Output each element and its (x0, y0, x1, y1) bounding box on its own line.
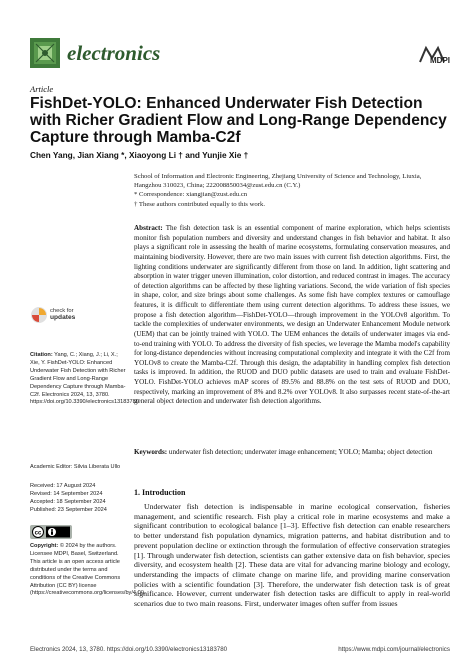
introduction-text: Underwater fish detection is indispensable in marine ecological conservation, fisheries management, and scientific research. Fish play a critical role in marine ecosystems and make a significant contribution to ecological balance [1–3]. Effective fish detection can enable researchers to better understand fish population dynamics, migration patterns, and habitat distribution and to prevent population decline or extinction through the formulation of effective conservation strategies [1]. Through underwater fish detection, scientists can gather extensive data on fish behavior, species diversity, and ecosystem health [2]. These data are vital for advancing marine biology and ecology, understanding the impacts of climate change on marine life, and providing marine conservation policies with a scientific foundation [3]. Therefore, the underwater fish detection task is of great significance. However, current underwater fish detection tasks are difficult to apply in real-world scenarios due to two main reasons. First, underwater images often suffer from issues (134, 502, 450, 609)
check-updates-icon (30, 306, 48, 324)
footer-citation[interactable]: Electronics 2024, 13, 3780. https://doi.org/10.3390/electronics13183780 (30, 646, 228, 653)
keywords (134, 448, 450, 458)
affiliation-line: School of Information and Electronic Engineering, Zhejiang University of Science and Technology, Liuxia, (134, 173, 422, 180)
date-history (30, 482, 130, 514)
footer-journal-url[interactable]: https://www.mdpi.com/journal/electronics (338, 646, 450, 653)
date-accepted: Accepted: 18 September 2024 (30, 499, 106, 505)
copyright-text: © 2024 by the authors. Licensee MDPI, Basel, Switzerland. This article is an open access article distributed under the terms and conditions of the Creative Commons Attribution (CC BY) license (https://creativecommons.org/licenses/by/4.0/). (30, 543, 146, 597)
abstract (134, 224, 450, 407)
cc-by-license-icon[interactable] (30, 525, 72, 539)
updates-line: check for (50, 308, 74, 314)
author-list: Chen Yang, Jian Xiang *, Xiaoyong Li † and Yunjie Xie † (30, 150, 249, 160)
date-received: Received: 17 August 2024 (30, 483, 96, 489)
academic-editor: Academic Editor: Silvia Liberata Ullo (30, 464, 121, 470)
page-footer (30, 646, 450, 653)
keywords-text: underwater fish detection; underwater image enhancement; YOLO; Mamba; object detection (168, 448, 433, 456)
equal-contribution-note: † These authors contributed equally to this work. (134, 200, 266, 208)
date-published: Published: 23 September 2024 (30, 507, 107, 513)
section-heading: 1. Introduction (134, 488, 186, 497)
abstract-label: Abstract: (134, 224, 163, 232)
affiliation-line: Hangzhou 310023, China; 222008850034@zust.edu.cn (C.Y.) (134, 182, 301, 190)
abstract-text: The fish detection task is an essential component of marine exploration, which helps scientists monitor fish population numbers and diversity and understand changes in fish behavior and habitat. It also plays a significant role in assessing the health of marine ecosystems, formulating conservation measures, and maintaining biodiversity. However, there are two main issues with current fish detection algorithms. First, the lighting conditions underwater are significantly different from those on land. In addition, light scattering and absorption in water trigger uneven illumination, color distortion, and reduced contrast in images. The accuracy of detection algorithms can be affected by these lighting variations. Second, the wide variation of fish species in shape, color, and size brings about some challenges. As some fish have complex textures or camouflage features, it is difficult to differentiate them using current detection algorithms. To address these issues, we propose a fish detection algorithm—FishDet-YOLO—through improvement in the YOLOv8 algorithm. To tackle the complexities of underwater environments, we design an Underwater Enhancement Module network (UEM) that can be jointly trained with YOLO. The UEM enhances the details of underwater images via end-to-end training with YOLO. To address the diversity of fish species, we leverage the Mamba model's capability for long-distance dependencies without increasing computational complexity and integrate it with the C2f from YOLOv8 to create the Mamba-C2f. Through this design, the adaptability in handling complex fish detection tasks is improved. In addition, the RUOD and DUO public datasets are used to train and evaluate FishDet-YOLO. FishDet-YOLO achieves mAP scores of 89.5% and 88.8% on the test sets of RUOD and DUO, respectively, marking an improvement of 8% and 8.2% over YOLOv8. It also surpasses recent state-of-the-art general object detection and underwater fish detection algorithms. (134, 224, 450, 406)
citation-block (30, 352, 139, 407)
publisher-name: MDPI (430, 56, 450, 65)
correspondence-line: * Correspondence: xiangjian@zust.edu.cn (134, 191, 248, 199)
citation-label: Citation: (30, 352, 53, 358)
updates-line: updates (50, 313, 76, 321)
journal-header (30, 38, 450, 72)
affiliation-block (134, 172, 450, 209)
journal-name: electronics (67, 41, 161, 65)
copyright-label: Copyright: (30, 543, 59, 549)
svg-text:cc: cc (34, 530, 42, 537)
paper-title: FishDet-YOLO: Enhanced Underwater Fish Detection with Richer Gradient Flow and Long-Range Dependency Capture through Mamba-C2f (30, 95, 447, 146)
date-revised: Revised: 14 September 2024 (30, 491, 103, 497)
copyright-notice (30, 543, 146, 598)
citation-text: Yang, C.; Xiang, J.; Li, X.; Xie, Y. FishDet-YOLO: Enhanced Underwater Fish Detection with Richer Gradient Flow and Long-Range Dependency Capture through Mamba-C2f. Electronics 2024, 13, 3780. https://doi.org/10.3390/electronics13183780 (30, 352, 139, 406)
article-type: Article (30, 84, 54, 94)
journal-logo-icon (30, 38, 60, 68)
keywords-label: Keywords: (134, 448, 168, 456)
check-for-updates-badge[interactable] (30, 306, 90, 328)
